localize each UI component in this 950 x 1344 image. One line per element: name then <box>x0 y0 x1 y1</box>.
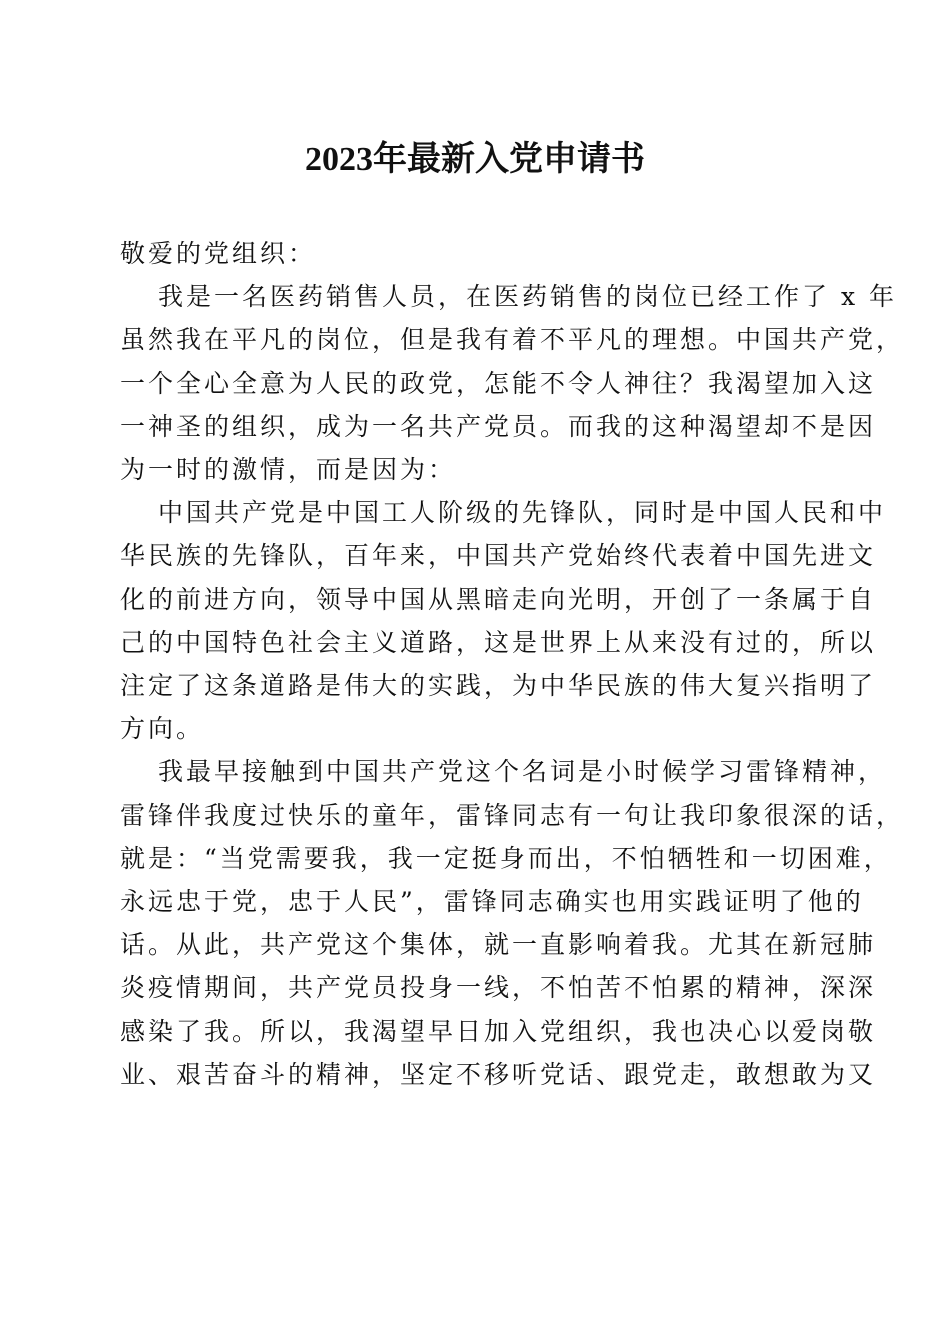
paragraph-1 <box>120 275 905 491</box>
paragraph-line: 永远忠于党，忠于人民”，雷锋同志确实也用实践证明了他的 <box>120 887 864 917</box>
paragraph-line: 业、艰苦奋斗的精神，坚定不移听党话、跟党走，敢想敢为又 <box>120 1059 877 1089</box>
salutation: 敬爱的党组织： <box>120 239 317 268</box>
paragraph-line: 一个全心全意为人民的政党，怎能不令人神往？我渴望加入这 <box>120 368 877 398</box>
paragraph-line: 我是一名医药销售人员，在医药销售的岗位已经工作了 x 年 <box>158 282 897 312</box>
paragraph-line: 虽然我在平凡的岗位，但是我有着不平凡的理想。中国共产党， <box>120 325 905 355</box>
paragraph-line: 话。从此，共产党这个集体，就一直影响着我。尤其在新冠肺 <box>120 930 877 960</box>
paragraph-line: 注定了这条道路是伟大的实践，为中华民族的伟大复兴指明了 <box>120 671 877 701</box>
paragraph-line: 炎疫情期间，共产党员投身一线，不怕苦不怕累的精神，深深 <box>120 973 877 1003</box>
paragraph-line: 就是：“当党需要我，我一定挺身而出，不怕牺牲和一切困难， <box>120 843 892 873</box>
document-title: 2023年最新入党申请书 <box>305 141 645 178</box>
paragraph-line: 我最早接触到中国共产党这个名词是小时候学习雷锋精神， <box>158 757 887 787</box>
paragraph-line: 感染了我。所以，我渴望早日加入党组织，我也决心以爱岗敬 <box>120 1016 877 1046</box>
paragraph-line: 一神圣的组织，成为一名共产党员。而我的这种渴望却不是因 <box>120 411 877 441</box>
paragraph-line: 华民族的先锋队，百年来，中国共产党始终代表着中国先进文 <box>120 541 877 571</box>
paragraph-line: 为一时的激情，而是因为： <box>120 455 457 485</box>
document-body <box>120 232 905 1096</box>
paragraph-2 <box>120 491 887 750</box>
paragraph-line: 中国共产党是中国工人阶级的先锋队，同时是中国人民和中 <box>158 498 887 528</box>
paragraph-3 <box>120 750 905 1096</box>
paragraph-line: 化的前进方向，领导中国从黑暗走向光明，开创了一条属于自 <box>120 584 877 614</box>
paragraph-line: 方向。 <box>120 714 205 744</box>
paragraph-line: 雷锋伴我度过快乐的童年，雷锋同志有一句让我印象很深的话， <box>120 800 905 830</box>
paragraph-line: 己的中国特色社会主义道路，这是世界上从来没有过的，所以 <box>120 627 877 657</box>
